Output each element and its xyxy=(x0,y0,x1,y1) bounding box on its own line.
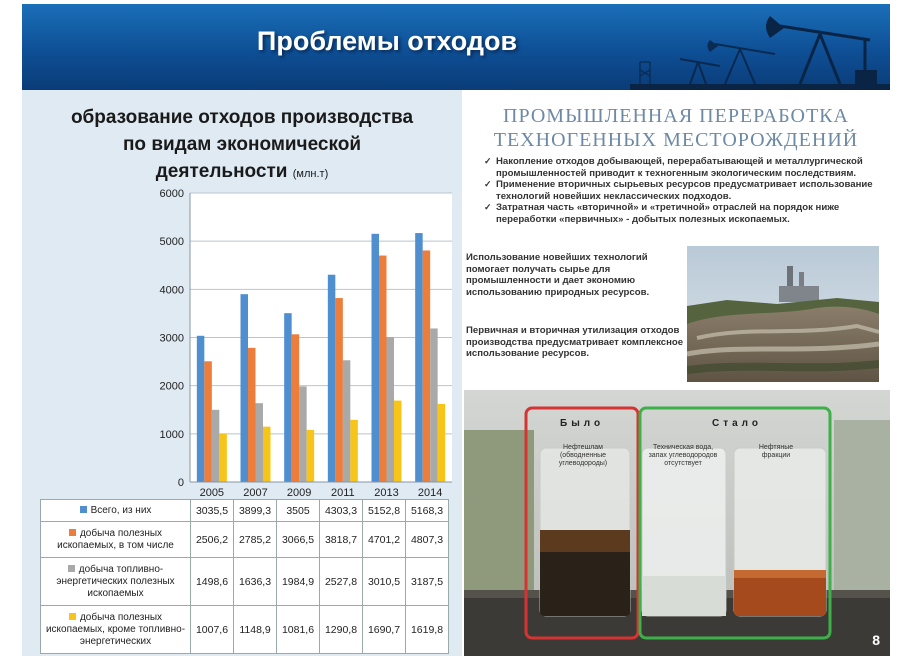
bar xyxy=(438,404,446,482)
bottle-label-water: Техническая вода, запах углеводородов отсутствует xyxy=(648,444,718,467)
bar xyxy=(219,433,227,482)
table-cell: 3187,5 xyxy=(406,558,449,606)
table-cell: 3818,7 xyxy=(320,522,363,558)
bottles-photo xyxy=(464,390,890,656)
table-cell: 2527,8 xyxy=(320,558,363,606)
legend-swatch-nonfuel xyxy=(69,613,76,620)
section-title xyxy=(462,104,890,152)
chart-title-line-1: образование отходов производства xyxy=(70,107,414,128)
table-cell: 2506,2 xyxy=(191,522,234,558)
bullet-item: ✓ Затратная часть «вторичной» и «третичной» отраслей на порядок ниже переработки «первичных» - добытых полезных ископаемых. xyxy=(484,202,880,225)
header-banner xyxy=(22,4,890,90)
after-label: Стало xyxy=(712,418,763,429)
landscape-photo xyxy=(687,246,879,382)
table-row xyxy=(41,522,449,558)
table-cell: 1636,3 xyxy=(234,558,277,606)
bar xyxy=(387,337,395,482)
table-cell: 3066,5 xyxy=(277,522,320,558)
bar xyxy=(241,294,249,482)
bar xyxy=(423,250,431,482)
bar xyxy=(335,298,343,482)
bar xyxy=(212,410,220,482)
table-cell: 4701,2 xyxy=(363,522,406,558)
table-row-label: Всего, из них xyxy=(41,500,191,522)
table-row xyxy=(41,558,449,606)
y-tick-label: 1000 xyxy=(159,428,184,441)
bar xyxy=(307,430,315,482)
section-title-line-2: ТЕХНОГЕННЫХ МЕСТОРОЖДЕНИЙ xyxy=(493,129,859,151)
bottle-label-fractions: Нефтяные фракции xyxy=(758,444,794,459)
bar xyxy=(372,234,380,482)
bar xyxy=(204,361,212,482)
legend-swatch-total xyxy=(80,506,87,513)
bar xyxy=(328,275,336,482)
bar xyxy=(292,334,300,482)
bottle-label-sludge: Нефтешлам (обводненные углеводороды) xyxy=(558,444,608,467)
table-cell: 5168,3 xyxy=(406,500,449,522)
table-row-label: добыча полезных ископаемых, в том числе xyxy=(41,522,191,558)
table-cell: 1081,6 xyxy=(277,606,320,654)
x-tick-label: 2007 xyxy=(243,487,268,499)
slide-title: Проблемы отходов xyxy=(256,26,518,56)
table-cell: 1619,8 xyxy=(406,606,449,654)
y-tick-label: 3000 xyxy=(159,332,184,345)
bar xyxy=(350,420,358,482)
table-cell: 3035,5 xyxy=(191,500,234,522)
table-cell: 1984,9 xyxy=(277,558,320,606)
data-table xyxy=(40,499,449,654)
y-tick-label: 4000 xyxy=(159,284,184,297)
bar xyxy=(263,427,271,482)
table-row-label: добыча топливно-энергетических полезных ископаемых xyxy=(41,558,191,606)
x-tick-label: 2011 xyxy=(331,487,355,499)
table-cell: 4303,3 xyxy=(320,500,363,522)
bar xyxy=(343,360,351,482)
table-cell: 3505 xyxy=(277,500,320,522)
chart-title-line-2: по видам экономической xyxy=(122,134,362,155)
section-title-line-1: ПРОМЫШЛЕННАЯ ПЕРЕРАБОТКА xyxy=(503,105,849,127)
landscape-photo-image xyxy=(687,246,879,382)
y-tick-label: 0 xyxy=(177,477,184,489)
table-cell: 1148,9 xyxy=(234,606,277,654)
table-row xyxy=(41,606,449,654)
y-tick-label: 5000 xyxy=(159,236,184,249)
table-cell: 3010,5 xyxy=(363,558,406,606)
chart-unit: (млн.т) xyxy=(292,168,329,180)
chart-title-line-3: деятельности xyxy=(155,161,288,182)
paragraph-technologies: Использование новейших технологий помогает получать сырье для промышленности и дает экономию использованию природных ресурсов. xyxy=(466,252,650,298)
table-row-label: добыча полезных ископаемых, кроме топливно-энергетических xyxy=(41,606,191,654)
chart-title xyxy=(52,104,432,188)
bar xyxy=(394,401,402,482)
bar xyxy=(299,386,307,482)
table-cell: 1007,6 xyxy=(191,606,234,654)
table-cell: 4807,3 xyxy=(406,522,449,558)
bar xyxy=(430,328,438,482)
bar xyxy=(197,336,205,482)
x-tick-label: 2005 xyxy=(199,487,225,499)
table-cell: 3899,3 xyxy=(234,500,277,522)
bottles-photo-image xyxy=(464,390,890,656)
y-tick-label: 2000 xyxy=(159,380,184,393)
bar xyxy=(256,403,264,482)
info-panel xyxy=(462,90,890,656)
paragraph-utilization: Первичная и вторичная утилизация отходов производства предусматривает комплексное использование ресурсов. xyxy=(466,325,684,359)
bullet-list xyxy=(484,156,880,225)
table-cell: 2785,2 xyxy=(234,522,277,558)
before-label: Было xyxy=(560,418,605,429)
bar xyxy=(379,256,387,482)
table-row xyxy=(41,500,449,522)
bullet-item: ✓ Накопление отходов добывающей, перерабатывающей и металлургической промышленностей приводит к техногенным экологическим последствиям. xyxy=(484,156,880,179)
table-cell: 1290,8 xyxy=(320,606,363,654)
legend-swatch-mining xyxy=(69,529,76,536)
bullet-item: ✓ Применение вторичных сырьевых ресурсов предусматривает использование технологий новейших неклассических подходов. xyxy=(484,179,880,202)
x-tick-label: 2014 xyxy=(417,487,443,499)
table-cell: 5152,8 xyxy=(363,500,406,522)
y-tick-label: 6000 xyxy=(159,188,184,200)
table-cell: 1690,7 xyxy=(363,606,406,654)
chart-panel xyxy=(22,90,462,656)
bar xyxy=(415,233,423,482)
x-tick-label: 2009 xyxy=(286,487,312,499)
page-number: 8 xyxy=(872,632,880,648)
bar xyxy=(284,313,292,482)
table-cell: 1498,6 xyxy=(191,558,234,606)
x-tick-label: 2013 xyxy=(374,487,399,499)
legend-swatch-fuel xyxy=(68,565,75,572)
bar xyxy=(248,348,256,482)
